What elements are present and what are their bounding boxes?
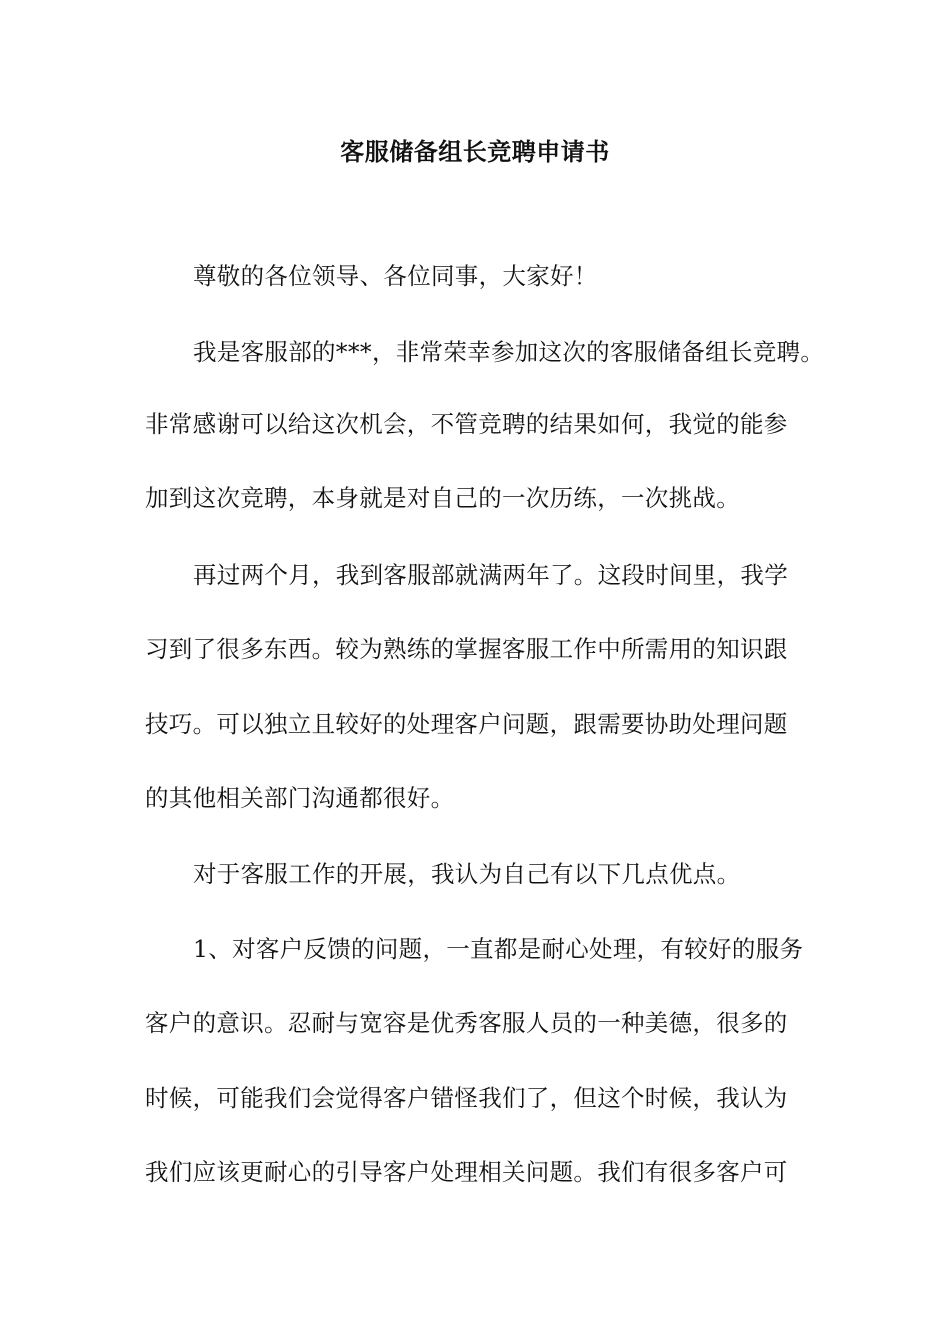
text-line: 对于客服工作的开展，我认为自己有以下几点优点。 [193, 860, 741, 888]
greeting-line: 尊敬的各位领导、各位同事，大家好！ [193, 262, 598, 290]
text-line: 习到了很多东西。较为熟练的掌握客服工作中所需用的知识跟 [145, 635, 788, 663]
text-line: 加到这次竞聘，本身就是对自己的一次历练，一次挑战。 [145, 484, 740, 512]
text-line: 客户的意识。忍耐与宽容是优秀客服人员的一种美德，很多的 [145, 1009, 788, 1037]
text-line: 再过两个月，我到客服部就满两年了。这段时间里，我学 [193, 561, 788, 589]
text-line: 我是客服部的***，非常荣幸参加这次的客服储备组长竞聘。 [193, 338, 825, 366]
text-line: 的其他相关部门沟通都很好。 [145, 784, 455, 812]
text-line: 1、对客户反馈的问题，一直都是耐心处理，有较好的服务 [193, 935, 804, 963]
text-line: 时候，可能我们会觉得客户错怪我们了，但这个时候，我认为 [145, 1084, 788, 1112]
document-title: 客服储备组长竞聘申请书 [340, 137, 610, 166]
text-line: 技巧。可以独立且较好的处理客户问题，跟需要协助处理问题 [145, 710, 788, 738]
text-line: 非常感谢可以给这次机会，不管竞聘的结果如何，我觉的能参 [145, 410, 788, 438]
text-line: 我们应该更耐心的引导客户处理相关问题。我们有很多客户可 [145, 1158, 788, 1186]
